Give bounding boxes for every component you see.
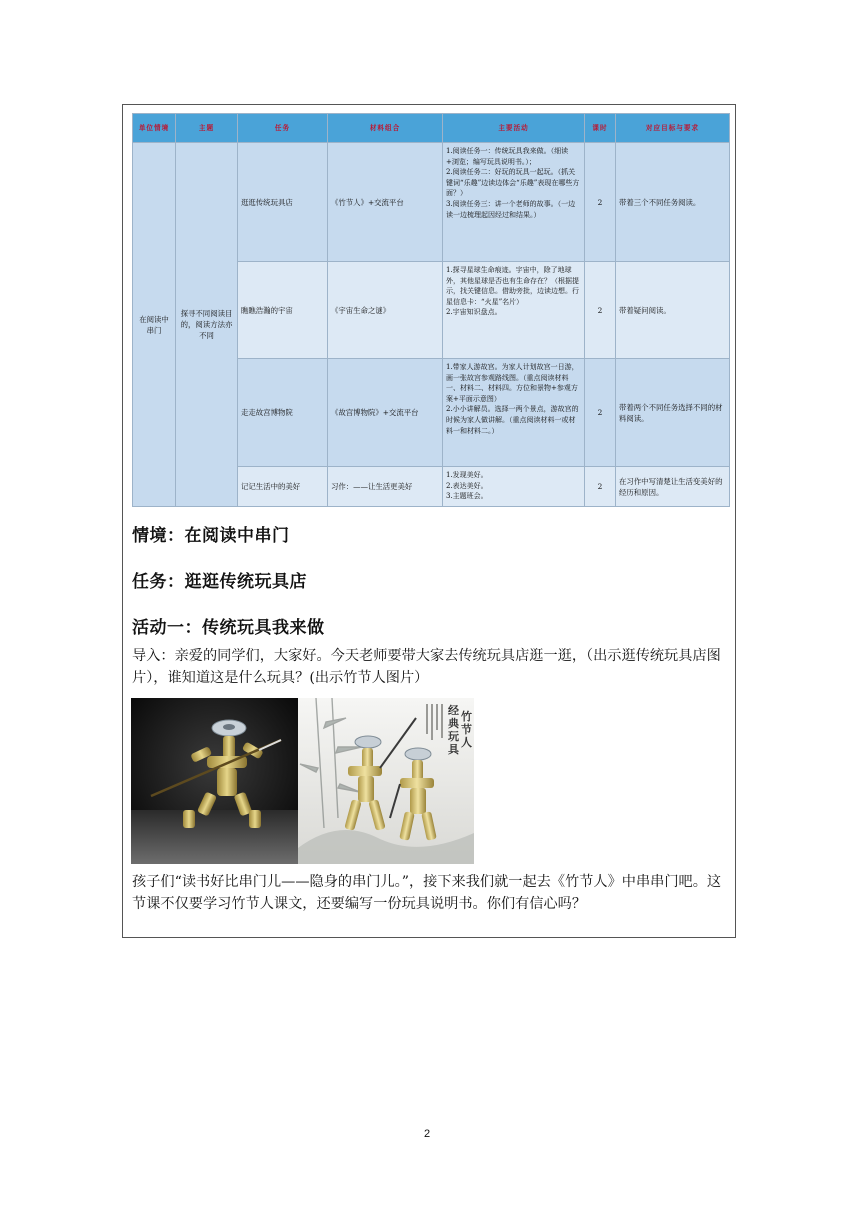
activity-line: 1.阅读任务一：传统玩具我来做。（细读+浏览；编写玩具说明书。）； <box>446 147 569 166</box>
materials-cell: 《宇宙生命之谜》 <box>328 262 443 359</box>
task-cell: 瞧瞧浩瀚的宇宙 <box>238 262 328 359</box>
closing-paragraph: 孩子们“读书好比串门儿——隐身的串门儿。”，接下来我们就一起去《竹节人》中串串门吧。这节课不仅要学习竹节人课文，还要编写一份玩具说明书。你们有信心吗？ <box>132 874 722 912</box>
activity-line: 3.阅读任务三：讲一个老师的故事。（一边读一边梳理起因经过和结果。） <box>446 199 576 219</box>
activity-line: 2.宇宙知识盘点。 <box>446 308 502 317</box>
target-cell: 带着疑问阅读。 <box>616 262 730 359</box>
activity-heading: 活动一：传统玩具我来做 <box>132 618 325 638</box>
situation-heading: 情境：在阅读中串门 <box>132 526 290 546</box>
bamboo-figure-photo <box>131 698 298 864</box>
header-hours: 课时 <box>585 114 616 143</box>
materials-cell: 《故宫博物院》+交流平台 <box>328 359 443 467</box>
unit-plan-table <box>132 113 730 507</box>
activity-line: 2.小小讲解员。选择一两个景点，游故宫的时候为家人做讲解。（重点阅读材料一或材料一和材料二。） <box>446 405 579 435</box>
activities-cell <box>443 262 585 359</box>
header-situation: 单位情境 <box>133 114 176 143</box>
activity-line: 2.表达美好。 <box>446 481 488 490</box>
task-cell: 逛逛传统玩具店 <box>238 143 328 262</box>
activities-cell <box>443 143 585 262</box>
intro-paragraph: 导入：亲爱的同学们，大家好。今天老师要带大家去传统玩具店逛一逛，（出示逛传统玩具店图片），谁知道这是什么玩具？(出示竹节人图片） <box>132 648 721 686</box>
hours-cell: 2 <box>585 467 616 507</box>
situation-cell: 在阅读中串门 <box>133 143 176 507</box>
task-heading: 任务：逛逛传统玩具店 <box>132 572 307 592</box>
activity-line: 1.发现美好。 <box>446 471 488 479</box>
target-cell: 带着三个不同任务阅读。 <box>616 143 730 262</box>
page-number: 2 <box>424 1128 431 1140</box>
header-theme: 主题 <box>176 114 238 143</box>
header-materials: 材料组合 <box>328 114 443 143</box>
activity-line: 2.阅读任务二：好玩的玩具一起玩。（抓关键词“乐趣”边读边体会“乐趣”表现在哪些方面？） <box>446 168 580 198</box>
header-target: 对应目标与要求 <box>616 114 730 143</box>
task-cell: 记记生活中的美好 <box>238 467 328 507</box>
table-row <box>133 143 730 262</box>
document-frame <box>122 104 736 938</box>
header-activities: 主要活动 <box>443 114 585 143</box>
poster-title-text: 经典玩具竹节人 <box>448 704 472 756</box>
activities-cell <box>443 467 585 507</box>
activity-line: 3.主题班会。 <box>446 492 488 501</box>
task-cell: 走走故宫博物院 <box>238 359 328 467</box>
bamboo-poster-photo-svg <box>298 698 474 864</box>
materials-cell: 《竹节人》+交流平台 <box>328 143 443 262</box>
hours-cell: 2 <box>585 262 616 359</box>
materials-cell: 习作：——让生活更美好 <box>328 467 443 507</box>
hours-cell: 2 <box>585 359 616 467</box>
target-cell: 在习作中写清楚让生活变美好的经历和原因。 <box>616 467 730 507</box>
header-task: 任务 <box>238 114 328 143</box>
theme-cell: 探寻不同阅读目的，阅读方法亦不同 <box>176 143 238 507</box>
activity-line: 1.探寻星球生命痕迹。宇宙中，除了地球外，其他星球是否也有生命存在？（根据提示，找关键信息。借助旁批，边读边想。行星信息卡：“火星”名片） <box>446 266 579 306</box>
bamboo-poster-photo <box>298 698 474 864</box>
bamboo-figure-photo-svg <box>131 698 298 864</box>
activity-line: 1.带家人游故宫。为家人计划故宫一日游，画一张故宫参观路线图。（重点阅读材料一、材料二、材料四。方位和景物+参观方案+平面示意图） <box>446 363 579 403</box>
hours-cell: 2 <box>585 143 616 262</box>
target-cell: 带着两个不同任务选择不同的材料阅读。 <box>616 359 730 467</box>
table-header-row <box>133 114 730 143</box>
activities-cell <box>443 359 585 467</box>
